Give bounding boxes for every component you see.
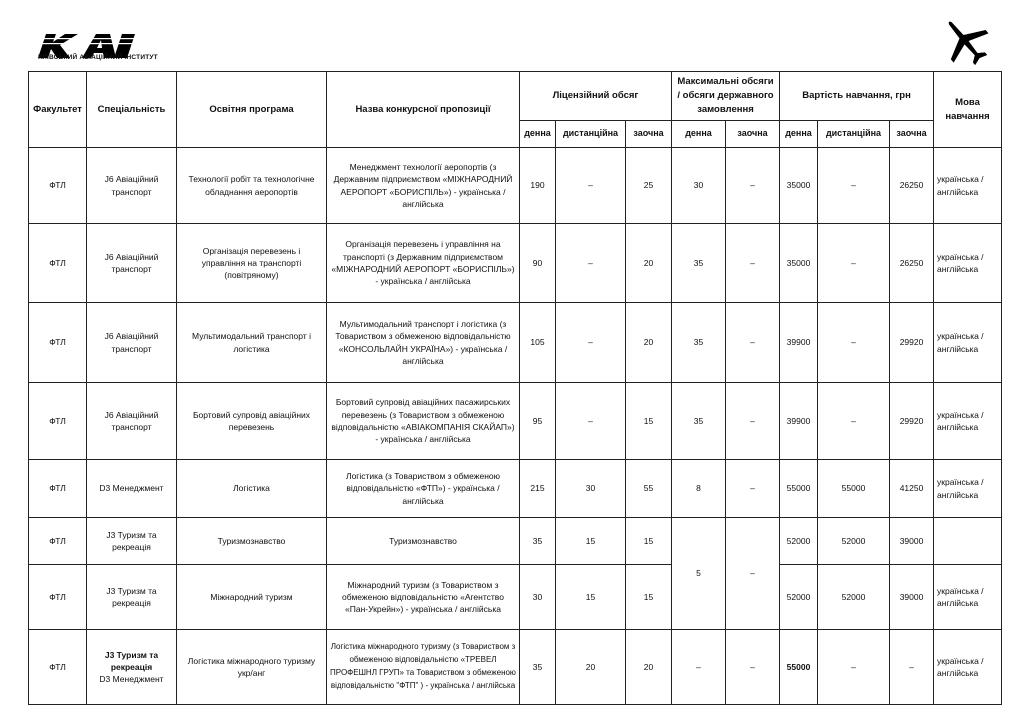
lic-part-cell: 20 bbox=[626, 303, 672, 383]
specialty-cell: J6 Авіаційний транспорт bbox=[87, 303, 177, 383]
header-offer: Назва конкурсної пропозиції bbox=[327, 72, 520, 148]
logo-caption: КИЇВСЬКИЙ АВІАЦІЙНИЙ ІНСТИТУТ bbox=[38, 54, 158, 61]
lic-dist-cell: – bbox=[556, 224, 626, 303]
lic-part-cell: 15 bbox=[626, 565, 672, 630]
merged-st-day-cell: 5 bbox=[672, 518, 726, 630]
cost-part-cell: 29920 bbox=[890, 303, 934, 383]
language-cell bbox=[934, 518, 1002, 565]
specialty-secondary: D3 Менеджмент bbox=[99, 674, 164, 685]
offer-cell: Мультимодальний транспорт і логістика (з Товариством з обмеженою відповідальністю «КОНСОЛЬЛАЙН УКРАЇНА») - українська / англійська bbox=[327, 303, 520, 383]
lic-part-cell: 20 bbox=[626, 630, 672, 705]
cost-part-cell: 39000 bbox=[890, 518, 934, 565]
program-cell: Технології робіт та технологічне обладнання аеропортів bbox=[177, 148, 327, 224]
offer-cell: Логістика (з Товариством з обмеженою відповідальністю «ФТП») - українська / англійська bbox=[327, 460, 520, 518]
language-cell: українська / англійська bbox=[934, 224, 1002, 303]
header-specialty: Спеціальність bbox=[87, 72, 177, 148]
cost-day-cell: 55000 bbox=[780, 460, 818, 518]
offer-cell: Бортовий супровід авіаційних пасажирських перевезень (з Товариством з обмеженою відповідальністю «АВІАКОМПАНІЯ СКАЙАП») - українська / англійська bbox=[327, 383, 520, 460]
st-day-cell: 35 bbox=[672, 383, 726, 460]
header-cost-dist: дистанційна bbox=[818, 121, 890, 148]
language-cell: українська / англійська bbox=[934, 148, 1002, 224]
cost-day-cell: 55000 bbox=[780, 630, 818, 705]
specialty-cell: D3 Менеджмент bbox=[87, 460, 177, 518]
cost-part-cell: 26250 bbox=[890, 148, 934, 224]
st-part-cell: – bbox=[726, 303, 780, 383]
st-part-cell: – bbox=[726, 630, 780, 705]
st-part-cell: – bbox=[726, 460, 780, 518]
offer-cell: Менеджмент технології аеропортів (з Державним підприємством «МІЖНАРОДНИЙ АЕРОПОРТ «БОРИСПІЛЬ») - українська / англійська bbox=[327, 148, 520, 224]
lic-dist-cell: – bbox=[556, 148, 626, 224]
st-day-cell: – bbox=[672, 630, 726, 705]
program-cell: Організація перевезень і управління на транспорті (повітряному) bbox=[177, 224, 327, 303]
language-cell: українська / англійська bbox=[934, 565, 1002, 630]
cost-dist-cell: 52000 bbox=[818, 565, 890, 630]
st-day-cell: 8 bbox=[672, 460, 726, 518]
language-cell: українська / англійська bbox=[934, 383, 1002, 460]
cost-day-cell: 39900 bbox=[780, 303, 818, 383]
program-cell: Туризмознавство bbox=[177, 518, 327, 565]
offer-cell: Логістика міжнародного туризму (з Товариством з обмеженою відповідальністю «ТРЕВЕЛ ПРОФЕШНЛ ГРУП» та Товариством з обмеженою відповідальністю "ФТП" ) - українська / англійська bbox=[327, 630, 520, 705]
cost-dist-cell: – bbox=[818, 148, 890, 224]
header-lic-part: заочна bbox=[626, 121, 672, 148]
lic-part-cell: 55 bbox=[626, 460, 672, 518]
table-row bbox=[29, 518, 1002, 565]
table-row bbox=[29, 303, 1002, 383]
table-row bbox=[29, 565, 1002, 630]
program-cell: Бортовий супровід авіаційних перевезень bbox=[177, 383, 327, 460]
cost-dist-cell: – bbox=[818, 303, 890, 383]
lic-dist-cell: 20 bbox=[556, 630, 626, 705]
lic-dist-cell: – bbox=[556, 383, 626, 460]
header-lic-day: денна bbox=[520, 121, 556, 148]
faculty-cell: ФТЛ bbox=[29, 148, 87, 224]
st-part-cell: – bbox=[726, 224, 780, 303]
specialty-cell: J6 Авіаційний транспорт bbox=[87, 383, 177, 460]
cost-part-cell: 39000 bbox=[890, 565, 934, 630]
table-row bbox=[29, 383, 1002, 460]
lic-day-cell: 90 bbox=[520, 224, 556, 303]
lic-part-cell: 20 bbox=[626, 224, 672, 303]
admission-table bbox=[28, 71, 1002, 705]
lic-day-cell: 190 bbox=[520, 148, 556, 224]
program-cell: Логістика bbox=[177, 460, 327, 518]
header-faculty: Факультет bbox=[29, 72, 87, 148]
table-row bbox=[29, 630, 1002, 705]
faculty-cell: ФТЛ bbox=[29, 224, 87, 303]
cost-day-cell: 52000 bbox=[780, 565, 818, 630]
header-cost-day: денна bbox=[780, 121, 818, 148]
lic-day-cell: 95 bbox=[520, 383, 556, 460]
header-program: Освітня програма bbox=[177, 72, 327, 148]
cost-dist-cell: 55000 bbox=[818, 460, 890, 518]
header-lic-dist: дистанційна bbox=[556, 121, 626, 148]
header-cost: Вартість навчання, грн bbox=[780, 72, 934, 121]
header-language: Мова навчання bbox=[934, 72, 1002, 148]
specialty-cell: J6 Авіаційний транспорт bbox=[87, 148, 177, 224]
lic-dist-cell: 30 bbox=[556, 460, 626, 518]
st-part-cell: – bbox=[726, 148, 780, 224]
table-row bbox=[29, 460, 1002, 518]
merged-st-part-cell: – bbox=[726, 518, 780, 630]
st-part-cell: – bbox=[726, 383, 780, 460]
header-state-order: Максимальні обсяги / обсяги державного замовлення bbox=[672, 72, 780, 121]
specialty-primary: J3 Туризм та рекреація bbox=[104, 649, 159, 672]
faculty-cell: ФТЛ bbox=[29, 383, 87, 460]
st-day-cell: 30 bbox=[672, 148, 726, 224]
cost-day-cell: 39900 bbox=[780, 383, 818, 460]
st-day-cell: 35 bbox=[672, 303, 726, 383]
header-cost-part: заочна bbox=[890, 121, 934, 148]
lic-day-cell: 105 bbox=[520, 303, 556, 383]
faculty-cell: ФТЛ bbox=[29, 518, 87, 565]
header-license: Ліцензійний обсяг bbox=[520, 72, 672, 121]
lic-part-cell: 25 bbox=[626, 148, 672, 224]
offer-cell: Туризмознавство bbox=[327, 518, 520, 565]
header-st-day: денна bbox=[672, 121, 726, 148]
lic-part-cell: 15 bbox=[626, 518, 672, 565]
cost-dist-cell: 52000 bbox=[818, 518, 890, 565]
program-cell: Міжнародний туризм bbox=[177, 565, 327, 630]
st-day-cell: 35 bbox=[672, 224, 726, 303]
lic-day-cell: 30 bbox=[520, 565, 556, 630]
language-cell: українська / англійська bbox=[934, 630, 1002, 705]
cost-part-cell: 26250 bbox=[890, 224, 934, 303]
cost-part-cell: – bbox=[890, 630, 934, 705]
specialty-cell: J3 Туризм та рекреація bbox=[87, 565, 177, 630]
lic-dist-cell: 15 bbox=[556, 518, 626, 565]
faculty-cell: ФТЛ bbox=[29, 565, 87, 630]
cost-day-cell: 35000 bbox=[780, 148, 818, 224]
cost-dist-cell: – bbox=[818, 224, 890, 303]
offer-cell: Міжнародний туризм (з Товариством з обмеженою відповідальністю «Агентство «Пан-Укрейн») - українська / англійська bbox=[327, 565, 520, 630]
lic-day-cell: 215 bbox=[520, 460, 556, 518]
table-row bbox=[29, 148, 1002, 224]
language-cell: українська / англійська bbox=[934, 460, 1002, 518]
offer-cell: Організація перевезень і управління на транспорті (з Державним підприємством «МІЖНАРОДНИЙ АЕРОПОРТ «БОРИСПІЛЬ») - українська / англійська bbox=[327, 224, 520, 303]
faculty-cell: ФТЛ bbox=[29, 460, 87, 518]
specialty-cell bbox=[87, 630, 177, 705]
cost-day-cell: 35000 bbox=[780, 224, 818, 303]
cost-dist-cell: – bbox=[818, 383, 890, 460]
lic-dist-cell: 15 bbox=[556, 565, 626, 630]
header-st-part: заочна bbox=[726, 121, 780, 148]
specialty-cell: J6 Авіаційний транспорт bbox=[87, 224, 177, 303]
lic-day-cell: 35 bbox=[520, 518, 556, 565]
faculty-cell: ФТЛ bbox=[29, 630, 87, 705]
cost-dist-cell: – bbox=[818, 630, 890, 705]
lic-part-cell: 15 bbox=[626, 383, 672, 460]
language-cell: українська / англійська bbox=[934, 303, 1002, 383]
airplane-icon bbox=[938, 14, 994, 70]
cost-part-cell: 29920 bbox=[890, 383, 934, 460]
program-cell: Логістика міжнародного туризму укр/анг bbox=[177, 630, 327, 705]
lic-day-cell: 35 bbox=[520, 630, 556, 705]
specialty-cell: J3 Туризм та рекреація bbox=[87, 518, 177, 565]
lic-dist-cell: – bbox=[556, 303, 626, 383]
program-cell: Мультимодальний транспорт і логістика bbox=[177, 303, 327, 383]
cost-part-cell: 41250 bbox=[890, 460, 934, 518]
faculty-cell: ФТЛ bbox=[29, 303, 87, 383]
cost-day-cell: 52000 bbox=[780, 518, 818, 565]
table-row bbox=[29, 224, 1002, 303]
